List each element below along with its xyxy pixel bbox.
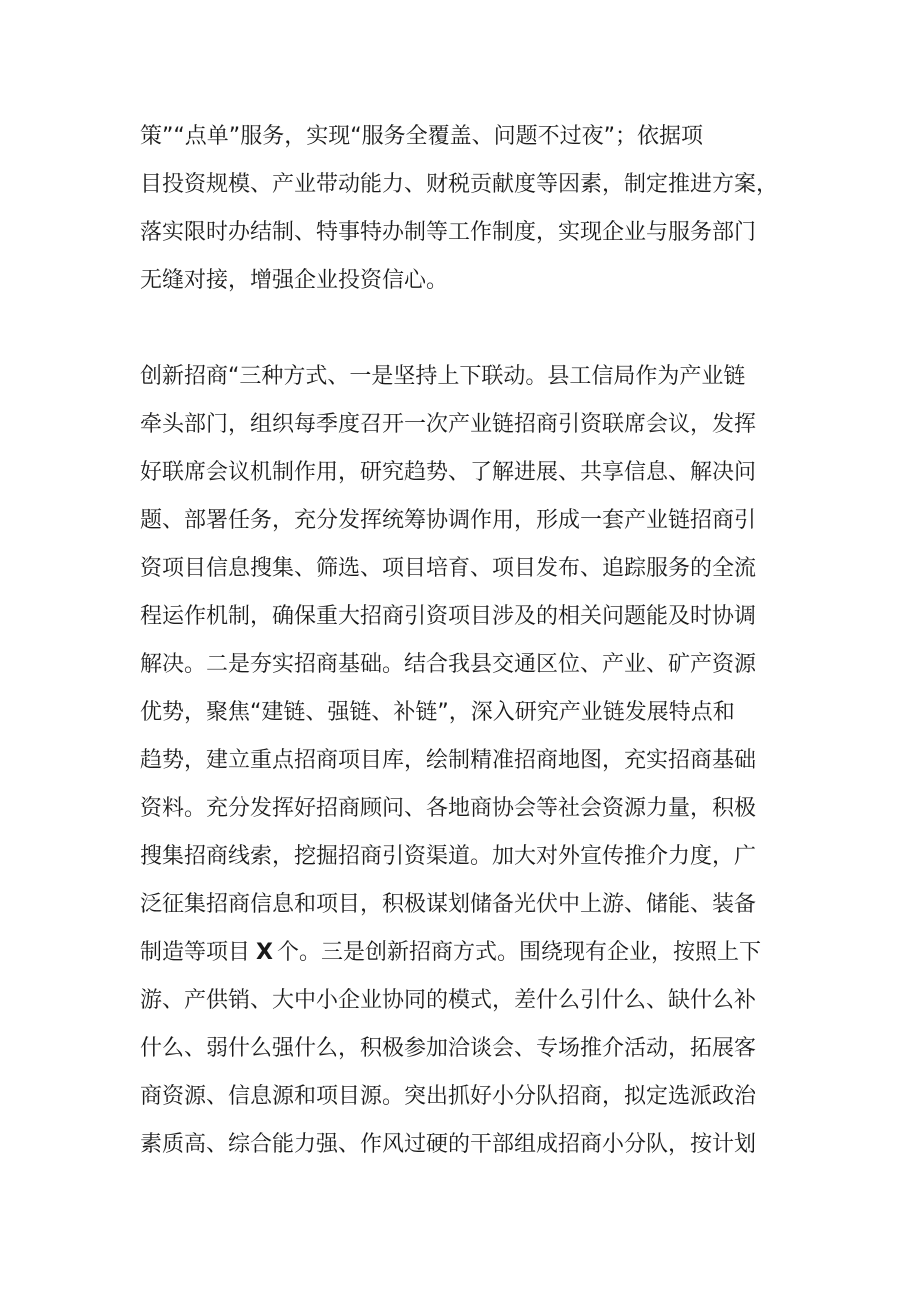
text-line: 搜集招商线索，挖掘招商引资渠道。加大对外宣传推介力度，广 bbox=[140, 844, 757, 869]
text-line: 趋势，建立重点招商项目库，绘制精准招商地图，充实招商基础 bbox=[140, 748, 757, 773]
text-line: 游、产供销、大中小企业协同的模式，差什么引什么、缺什么补 bbox=[140, 988, 757, 1013]
line-segment-before: 制造等项目 bbox=[140, 940, 251, 965]
text-line: 好联席会议机制作用，研究趋势、了解进展、共享信息、解决问 bbox=[140, 460, 757, 485]
text-line: 素质高、综合能力强、作风过硬的干部组成招商小分队，按计划 bbox=[140, 1132, 757, 1157]
text-line: 优势，聚焦“建链、强链、补链”，深入研究产业链发展特点和 bbox=[140, 700, 735, 725]
text-line: 落实限时办结制、特事特办制等工作制度，实现企业与服务部门 bbox=[140, 220, 757, 245]
paragraph-service-guarantee bbox=[140, 113, 785, 305]
paragraph-innovative-investment bbox=[140, 353, 785, 1169]
text-line: 泛征集招商信息和项目，积极谋划储备光伏中上游、储能、装备 bbox=[140, 892, 757, 917]
text-line: 商资源、信息源和项目源。突出抓好小分队招商，拟定选派政治 bbox=[140, 1084, 757, 1109]
text-line: 策”“点单”服务，实现“服务全覆盖、问题不过夜”；依据项 bbox=[140, 124, 703, 149]
placeholder-x-mark: X bbox=[256, 940, 273, 965]
text-line: 资项目信息搜集、筛选、项目培育、项目发布、追踪服务的全流 bbox=[140, 556, 757, 581]
text-line: 目投资规模、产业带动能力、财税贡献度等因素，制定推进方案， bbox=[140, 172, 779, 197]
text-line: 程运作机制，确保重大招商引资项目涉及的相关问题能及时协调 bbox=[140, 604, 757, 629]
text-line: 牵头部门，组织每季度召开一次产业链招商引资联席会议，发挥 bbox=[140, 412, 757, 437]
text-line: 无缝对接，增强企业投资信心。 bbox=[140, 268, 449, 293]
text-line: 创新招商“三种方式、一是坚持上下联动。县工信局作为产业链 bbox=[140, 364, 746, 389]
text-line: 什么、弱什么强什么，积极参加洽谈会、专场推介活动，拓展客 bbox=[140, 1036, 757, 1061]
text-line-with-placeholder bbox=[140, 929, 785, 977]
text-line: 题、部署任务，充分发挥统筹协调作用，形成一套产业链招商引 bbox=[140, 508, 757, 533]
line-segment-after: 个。三是创新招商方式。围绕现有企业，按照上下 bbox=[276, 940, 761, 965]
text-line: 资料。充分发挥好招商顾问、各地商协会等社会资源力量，积极 bbox=[140, 796, 757, 821]
text-line: 解决。二是夯实招商基础。结合我县交通区位、产业、矿产资源 bbox=[140, 652, 757, 677]
